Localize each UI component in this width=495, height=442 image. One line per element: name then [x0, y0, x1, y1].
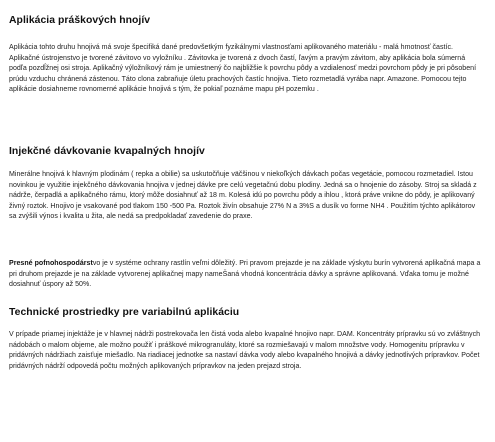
precision-agriculture-lead: Presné pofnohospodárst [9, 260, 93, 267]
section-body-technical-means: V prípade priamej injektáže je v hlavnej nádrži postrekovača len čistá voda alebo kvapalné hnojivo napr. DAM. Koncentráty prípravku sú vo zvláštnych nádobách o malom objeme, ale možno použiť i práškové mikrogranuláty, ktoré sa rozmiešavajú v malom množstve vody. Homogenitu prípravku v pridávných nádržiach zaisťuje miešadlo. Na riadiacej jednotke sa nastaví dávka vody alebo kvapalného hnojivá a dávky jednotlivých prípravkov. Počet pridávných nádrží odpovedá počtu možných aplikovaných prípravkov na jeden prejazd stroja. [9, 331, 481, 370]
section-heading-powder-fertilizers: Aplikácia práškových hnojív [9, 15, 151, 26]
section-body-powder-fertilizers: Aplikácia tohto druhu hnojivá má svoje špecifiká dané predovšetkým fyzikálnymi vlastnosťami aplikovaného materiálu - malá hmotnosť častíc. Aplikačné ústrojenstvo je tvorené závitovo vo vyložníku . Závitovka je tvorená z dvoch častí, ľavým a pravým závitom, aby aplikácia bola súmerná podľa pozdĺžnej osi stroja. Aplikačný výložníkový rám je umiestnený čo najbližšie k povrchu pôdy a vzdialenosť medzi povrchom pôdy je pri pôsobení prúdu vzduchu chránená zástenou. Táto clona zabraňuje úletu prachových častíc hnojiva. Tieto rozmetadlá vyrába napr. Amazone. Pomocou tejto aplikácie dosiahneme rovnomerné aplikácie hnojivá s tým, že pokiaľ poznáme mapu pH pozemku . [9, 44, 477, 94]
section-body-injection-dosing: Minerálne hnojivá k hlavným plodinám ( repka a obilie) sa uskutočňuje väčšinou v niekoľkých dávkach počas vegetácie, pomocou rozmetadiel. Istou novinkou je využitie injekčného dávkovania hnojiva v jednej dávke pre celú vegetačnú dobu plodiny. Jedná sa o hnojenie do zásoby. Stroj sa skladá z nádrže, čerpadlá a aplikačného rámu, ktorý môže dosiahnuť až 18 m. Kolesá idú po povrchu pôdy a ihlou , ktorá práve vnikne do pôdy, je aplikovaný živný roztok. Hnojivo je vsakované pod tlakom 150 -500 Pa. Roztok živín obsahuje 27% N a 3%S a dusík vo forme NH4 . Použitím týchto aplikátorov sa zvýšili výnos i kvalita u žita, ale nedá sa predpokladať zavedenie do praxe. [9, 171, 477, 221]
section-body-precision-agriculture [9, 259, 483, 291]
precision-agriculture-text: vo je v systéme ochrany rastlín veľmi dôležitý. Pri pravom prejazde je na základe výskytu burín vytvorená aplikačná mapa a pri druhom prejazde je na základe vytvorenej aplikačnej mapy nameŠaná vhodná koncentrácia dávky a správne aplikovaná. Vďaka tomu je možné dosiahnuť úspory až 50%. [9, 260, 481, 289]
section-heading-injection-dosing: Injekčné dávkovanie kvapalných hnojív [9, 146, 205, 157]
section-heading-technical-means: Technické prostriedky pre variabilnú aplikáciu [9, 307, 240, 318]
